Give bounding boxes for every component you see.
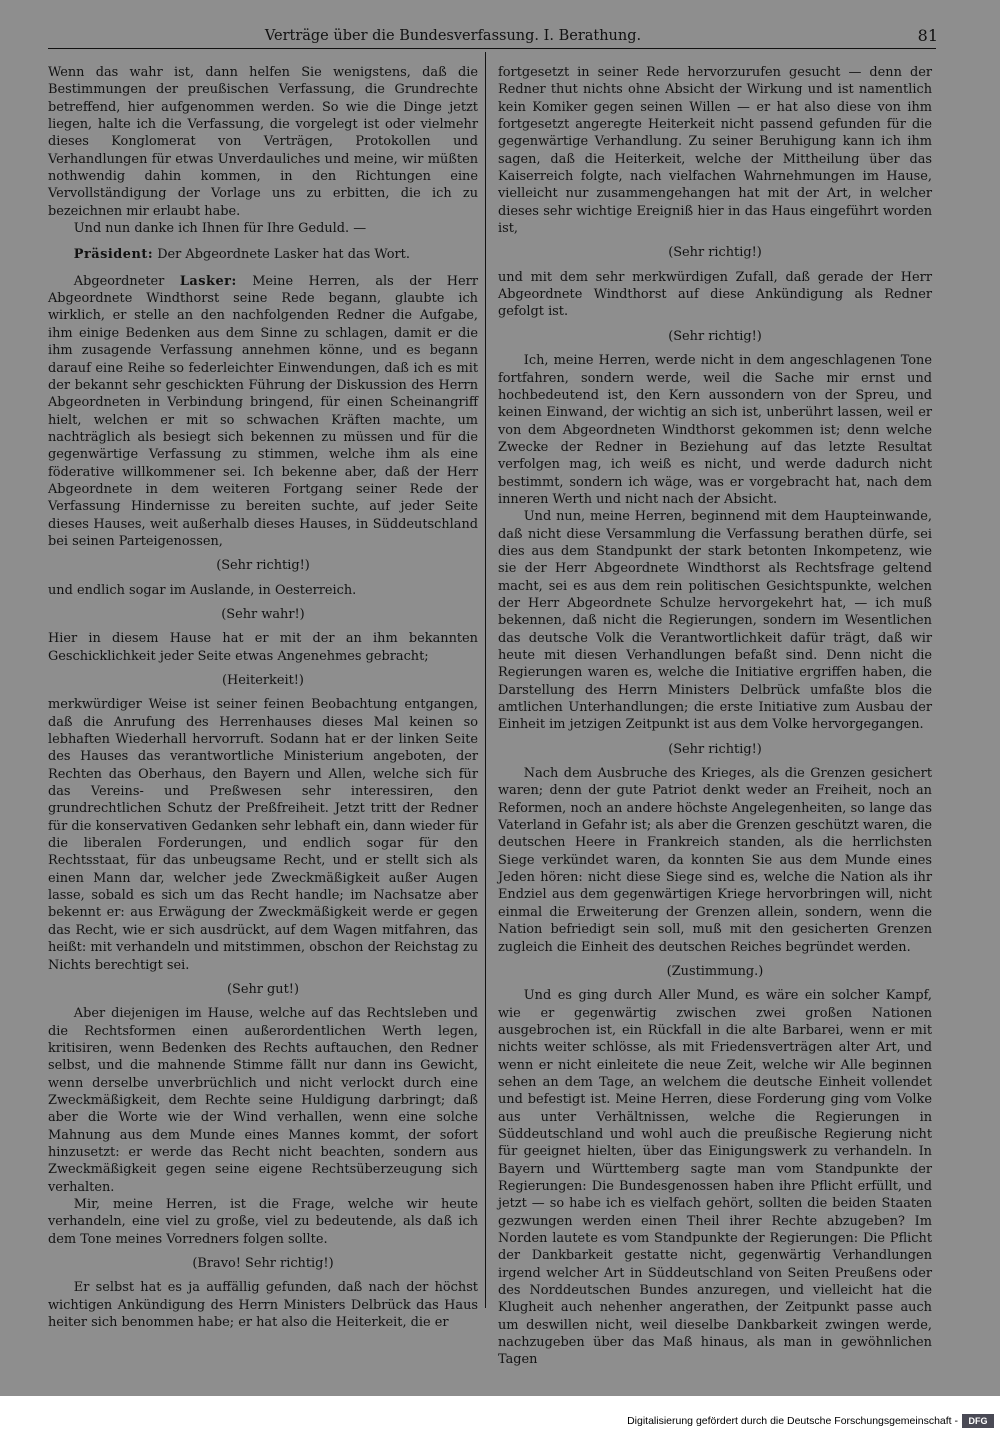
paragraph	[48, 273, 478, 551]
speaker-prefix: Abgeordneter	[73, 273, 165, 289]
column-divider	[485, 52, 486, 1308]
right-column	[498, 64, 932, 1369]
paragraph: Und nun danke ich Ihnen für Ihre Geduld. —	[73, 221, 367, 237]
interjection: (Zustimmung.)	[666, 963, 764, 979]
interjection: (Bravo! Sehr richtig!)	[192, 1256, 334, 1271]
speaker-president: Präsident:	[73, 247, 154, 263]
paragraph: fortgesetzt in seiner Rede hervorzurufen gesucht — denn der Redner thut nichts ohne Absicht der Wirkung und ist namentlich kein Komiker gegen seinen Willen — er hat also diese von ihm fortgesetzt angeregte Heiterkeit nicht passend gefunden für die gegenwärtige Verhandlung. Zu seiner Beruhigung kann ich ihm sagen, daß die Heiterkeit, welche der Mittheilung über das Kaiserreich folgte, nach vielfachen Wahrnehmungen im Hause, vielleicht nur zusammengehangen hat mit der Art, in welcher dieses sehr wichtige Ereigniß hier in das Haus eingeführt worden ist,	[498, 65, 932, 237]
paragraph: und mit dem sehr merkwürdigen Zufall, daß gerade der Herr Abgeordnete Windthorst auf diese Ankündigung als Redner gefolgt ist.	[498, 269, 932, 320]
speaker-lasker: Lasker:	[179, 273, 237, 289]
paragraph: Und es ging durch Aller Mund, es wäre ein solcher Kampf, wie er gegenwärtig zwischen zwei großen Nationen ausgebrochen ist, ein Rückfall in die alte Barbarei, wenn er mit nichts weiter schlösse, als mit Friedensverträgen alter Art, und wenn er nicht einleitete die neue Zeit, welche wir Alle beginnen sehen an dem Tage, an welchem die deutsche Einheit vollendet und befestigt ist. Meine Herren, diese Forderung ging vom Volke aus unter Verhältnissen, welche die Regierungen in Süddeutschland und wohl auch die preußische Regierung nicht für geeignet hielten, über das Einigungswerk zu verhandeln. In Bayern und Württemberg sagte man vom Standpunkte der Regierungen: Die Bundesgenossen haben ihre Pflicht erfüllt, und jetzt — so habe ich es vielfach gehört, sollten die beiden Staaten gezwungen werden einen Theil ihrer Rechte abzugeben? Im Norden lautete es vom Standpunkte der Regierungen: Die Pflicht der Dankbarkeit gestatte nicht, gegenwärtig Verhandlungen irgend welcher Art in Süddeutschland von Seiten Preußens oder des Norddeutschen Bundes anzuregen, und vielleicht hat die Klugheit auch nehenher angerathen, der Zeitpunkt passe auch um deswillen nicht, weil dieselbe Dankbarkeit zwingen werde, nachzugeben über das Maß hinaus, als man in gewöhnlichen Tagen	[498, 988, 932, 1368]
funding-note: Digitalisierung gefördert durch die Deutsche Forschungsgemeinschaft -	[627, 1415, 958, 1427]
interjection: (Heiterkeit!)	[222, 673, 304, 688]
header-rule	[48, 48, 936, 49]
dfg-logo: DFG	[962, 1414, 994, 1428]
paragraph: Er selbst hat es ja auffällig gefunden, daß nach der höchst wichtigen Ankündigung des Herrn Ministers Delbrück das Haus heiter sich benommen habe; er hat also die Heiterkeit, die er	[48, 1280, 478, 1331]
paragraph: Ich, meine Herren, werde nicht in dem angeschlagenen Tone fortfahren, sondern werde, weil die Sache mir ernst und hochbedeutend ist, den Kern aussondern von der Spreu, und keinen Einwand, der wichtig an sich ist, unberührt lassen, weil er von dem Abgeordneten Windthorst gekommen ist; denn welche Zwecke der Redner in Beziehung auf das letzte Resultat verfolgen mag, ich weiß es nicht, und werde dadurch nicht bestimmt, sondern ich wäge, was er vorgebracht hat, nach dem inneren Werth und nicht nach der Absicht.	[498, 353, 932, 507]
interjection: (Sehr wahr!)	[221, 606, 305, 622]
paragraph: Mir, meine Herren, ist die Frage, welche wir heute verhandeln, eine viel zu große, viel zu bedeutende, als daß ich dem Tone meines Vorredners folgen sollte.	[48, 1196, 478, 1247]
paragraph-text: Meine Herren, als der Herr Abgeordnete Windthorst seine Rede begann, glaubte ich wirklich, er stelle an den nachfolgenden Redner die Aufgabe, ihm einige Bedenken aus dem Sinne zu schlagen, damit er die ihm zusagende Verfassung annehmen könne, und es begann darauf eine Reihe so federleichter Einwendungen, daß ich es mit der bekannt sehr geschickten Führung der Diskussion des Herrn Abgeordneten in Verbindung bringend, für einen Scheinangriff hielt, welchen er mit so schwachen Kräften machte, um nachträglich als besiegt sich bekennen zu müssen und für die gegenwärtige Verfassung zu stimmen, welche ihm als eine föderative willkommener sei. Ich bekenne aber, daß der Herr Abgeordnete in dem weiteren Fortgang seiner Rede der Verfassung Hindernisse zu bereiten suchte, auf jeder Seite dieses Hauses, weit außerhalb dieses Hauses, in Süddeutschland bei seinen Parteigenossen,	[48, 273, 478, 549]
paragraph	[48, 246, 478, 263]
paragraph: Und nun, meine Herren, beginnend mit dem Haupteinwande, daß nicht diese Versammlung die Verfassung berathen dürfe, sei dies aus dem Standpunkt der stark betonten Inkompetenz, wie sie der Herr Abgeordnete Windthorst als Rechtsfrage geltend macht, sei es aus dem rein politischen Gesichtspunkte, welchen der Herr Abgeordnete Schulze hervorgekehrt hat, — ich muß bekennen, daß nicht die Regierungen, sondern im Wesentlichen das deutsche Volk die Verantwortlichkeit dafür trägt, daß wir heute mit diesen Verhandlungen befaßt sind. Denn nicht die Regierungen waren es, welche die Initiative ergriffen haben, die Darstellung des Herrn Ministers Delbrück umfaßte blos die amtlichen Unterhandlungen; die erste Initiative zum Ausbau der Einheit im jetzigen Zeitpunkt ist aus dem Volke hervorgegangen.	[498, 509, 932, 733]
paragraph: und endlich sogar im Auslande, in Oesterreich.	[48, 582, 357, 598]
paragraph: merkwürdiger Weise ist seiner feinen Beobachtung entgangen, daß die Anrufung des Herrenhauses dieses Mal keinen so lebhaften Wiederhall hervorruft. Sodann hat er der linken Seite des Hauses das verantwortliche Ministerium angeboten, der Rechten das Oberhaus, den Bayern und Allen, welche sich für das Vereins- und Preßwesen sehr interessiren, den grundrechtlichen Schutz der Preßfreiheit. Jetzt tritt der Redner für die konservativen Gedanken sehr lebhaft ein, dann wieder für die liberalen Forderungen, und endlich sogar für den Rechtsstaat, für das unbeugsame Recht, und er stellt sich als einen Mann dar, welcher jede Zweckmäßigkeit außer Augen lasse, sobald es sich um das Recht handle; im Nachsatze aber bekennt er: aus Erwägung der Zweckmäßigkeit werde er gegen das Recht, wie er sich ausdrückt, auf dem Wagen mitfahren, das heißt: mit verhandeln und mitstimmen, obschon der Reichstag zu Nichts berechtigt sei.	[48, 697, 478, 973]
interjection: (Sehr richtig!)	[668, 245, 762, 261]
left-column	[48, 64, 478, 1331]
page-number: 81	[917, 26, 938, 45]
paragraph-text: Der Abgeordnete Lasker hat das Wort.	[157, 247, 410, 263]
paragraph: Aber diejenigen im Hause, welche auf das Rechtsleben und die Rechtsformen einen außerordentlichen Werth legen, kritisiren, wenn Bedenken des Rechts auftauchen, den Redner selbst, und die mahnende Stimme fällt nur dann ins Gewicht, wenn derselbe unverbrüchlich und nicht verlockt durch eine Zweckmäßigkeit, dem Rechte seine Huldigung darbringt; daß aber die Worte wie der Wind verhallen, wenn eine solche Mahnung aus dem Munde eines Mannes kommt, der sofort hinzusetzt: er werde das Recht nicht beachten, sondern aus Zweckmäßigkeit gegen seine eigene Rechtsüberzeugung sich verhalten.	[48, 1006, 478, 1195]
paragraph: Nach dem Ausbruche des Krieges, als die Grenzen gesichert waren; denn der gute Patriot denkt weder an Freiheit, noch an Reformen, noch an andere höchste Angelegenheiten, so lange das Vaterland in Gefahr ist; als aber die Grenzen geschützt waren, die deutschen Heere in Frankreich standen, als die herrlichsten Siege verkündet waren, da konnten Sie aus dem Munde eines Jeden hören: nicht diese Siege sind es, welche die Nation als ihr Endziel aus dem gegenwärtigen Kriege hervorbringen will, nicht einmal die Erweiterung der Grenzen allein, sondern, wenn die Nation befriedigt sein soll, muß mit den gesicherten Grenzen zugleich die Einheit des deutschen Reiches begründet werden.	[498, 766, 932, 955]
interjection: (Sehr richtig!)	[668, 328, 762, 344]
interjection: (Sehr richtig!)	[216, 558, 310, 574]
interjection: (Sehr gut!)	[227, 981, 299, 997]
running-head: Verträge über die Bundesverfassung. I. Berathung.	[264, 28, 642, 44]
page-header	[48, 22, 938, 50]
interjection: (Sehr richtig!)	[668, 741, 762, 757]
paragraph: Wenn das wahr ist, dann helfen Sie wenigstens, daß die Bestimmungen der preußischen Verfassung, die Grundrechte betreffend, hier aufgenommen werden. So wie die Dinge jetzt liegen, halte ich die Verfassung, die vorgelegt ist oder vielmehr dieses Konglomerat von Verträgen, Protokollen und Verhandlungen für etwas Unverdauliches und meine, wir müßten nothwendig dahin kommen, in den Richtungen eine Vervollständigung der Vorlage uns zu erbitten, die ich zu bezeichnen mir erlaubt habe.	[48, 65, 478, 219]
paragraph: Hier in diesem Hause hat er mit der an ihm bekannten Geschicklichkeit jeder Seite etwas Angenehmes gebracht;	[48, 631, 478, 664]
footer	[0, 1396, 1000, 1432]
